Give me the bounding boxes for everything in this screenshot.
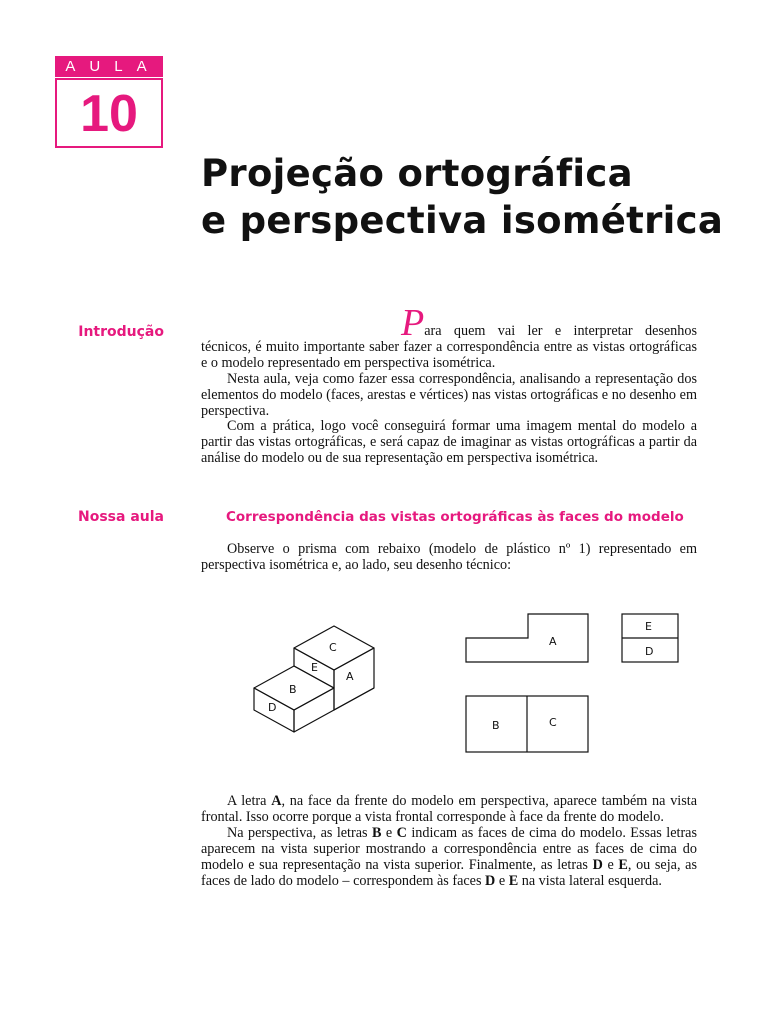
closing-paragraph-2 <box>201 826 697 890</box>
intro-first-line: ara quem vai ler e interpretar desenhos <box>424 323 697 339</box>
text-run: A letra <box>227 793 272 809</box>
text-run: Na perspectiva, as letras <box>227 824 372 841</box>
lesson-label: AULA <box>55 56 163 77</box>
title-line-2: e perspectiva isométrica <box>201 199 724 242</box>
bold-letter: A <box>271 793 282 809</box>
lesson-number: 10 <box>55 78 163 148</box>
lesson-paragraph-1: Observe o prisma com rebaixo (modelo de plástico nº 1) representado em perspectiva isométrica e, ao lado, seu desenho técnico: <box>201 541 697 573</box>
bold-letter: D <box>592 856 603 873</box>
drop-cap: P <box>401 302 425 344</box>
top-view-label-b: B <box>492 719 500 732</box>
text-run: e <box>602 856 619 873</box>
closing-text <box>201 794 697 889</box>
bold-letter: C <box>396 824 407 841</box>
bold-letter: D <box>485 872 496 889</box>
top-view-label-c: C <box>549 716 557 729</box>
section-heading: Correspondência das vistas ortográficas às faces do modelo <box>226 509 684 525</box>
intro-paragraph-2: Nesta aula, veja como fazer essa correspondência, analisando a representação dos elementos do modelo (faces, arestas e vértices) nas vistas ortográficas e no desenho em perspectiva. <box>201 370 697 419</box>
iso-label-e: E <box>311 661 318 674</box>
nossa-aula-section-label: Nossa aula <box>78 509 164 525</box>
bold-letter: E <box>618 856 628 873</box>
iso-label-c: C <box>329 641 337 654</box>
bold-letter: B <box>371 824 382 841</box>
text-run: , na face da frente do modelo em perspectiva, aparece também na vista frontal. Isso ocorre porque a vista frontal corresponde à face da frente do modelo. <box>201 793 697 825</box>
iso-label-b: B <box>289 683 297 696</box>
iso-label-d: D <box>268 701 277 714</box>
isometric-prism <box>254 626 374 732</box>
text-run: e <box>381 824 397 841</box>
side-view-label-d: D <box>645 645 654 658</box>
text-run: e <box>495 872 509 889</box>
text-run: , ou seja, as faces de lado do modelo – correspondem às faces <box>201 856 697 889</box>
text-run: na vista lateral esquerda. <box>518 872 662 889</box>
intro-section-label: Introdução <box>78 324 164 340</box>
side-view-label-e: E <box>645 620 652 633</box>
intro-p1-rest: técnicos, é muito importante saber fazer a correspondência entre as vistas ortográficas e o modelo representado em perspectiva isométrica. <box>201 338 697 371</box>
intro-paragraph-3: Com a prática, logo você conseguirá formar uma imagem mental do modelo a partir das vistas ortográficas, e será capaz de imaginar as vistas ortográficas a partir da análise do modelo ou de sua representação em perspectiva isométrica. <box>201 418 697 467</box>
front-view-label-a: A <box>549 635 557 648</box>
text-run: indicam as faces de cima do modelo. Essas letras aparecem na vista superior mostrando a correspondência entre as faces de cima do modelo e sua representação na vista superior. Finalmente, as letras <box>201 824 697 873</box>
closing-paragraph-1 <box>201 794 697 826</box>
bold-letter: E <box>508 872 519 889</box>
iso-label-a: A <box>346 670 354 683</box>
title-line-1: Projeção ortográfica <box>201 152 633 195</box>
front-view <box>466 614 588 662</box>
